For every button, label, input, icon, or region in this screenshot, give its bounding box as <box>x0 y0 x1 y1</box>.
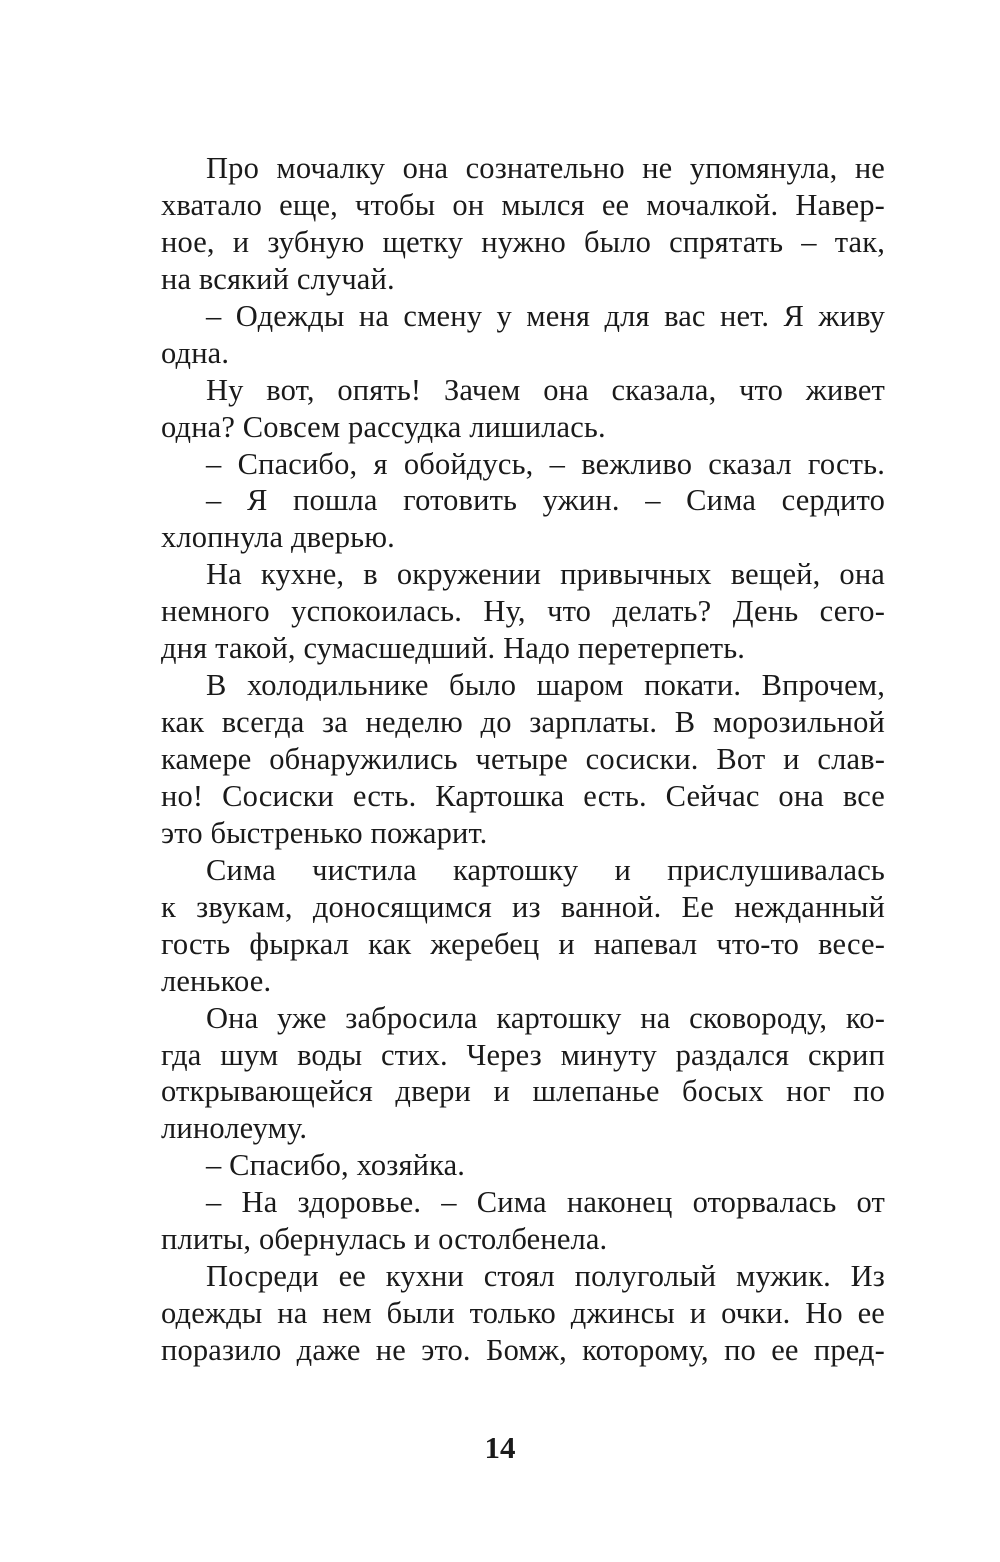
text-line: открывающейся двери и шлепанье босых ног по <box>161 1074 885 1109</box>
text-line: Ну вот, опять! Зачем она сказала, что живет <box>206 372 885 407</box>
text-line: ное, и зубную щетку нужно было спрятать – так, <box>161 224 885 259</box>
text-line: – Спасибо, хозяйка. <box>206 1148 466 1183</box>
text-line: камере обнаружились четыре сосиски. Вот и слав- <box>161 742 885 776</box>
text-line: хлопнула дверью. <box>161 520 395 555</box>
text-line: дня такой, сумасшедший. Надо перетерпеть. <box>161 631 746 666</box>
text-line: – Спасибо, я обойдусь, – вежливо сказал гость. <box>206 446 885 481</box>
text-line: но! Сосиски есть. Картошка есть. Сейчас она все <box>161 778 885 813</box>
text-line: одна? Совсем рассудка лишилась. <box>161 409 606 444</box>
text-line: – На здоровье. – Сима наконец оторвалась от <box>206 1185 885 1220</box>
text-line: На кухне, в окружении привычных вещей, она <box>206 557 885 592</box>
text-line: линолеуму. <box>161 1111 308 1146</box>
text-line: это быстренько пожарит. <box>161 815 488 850</box>
text-line: Посреди ее кухни стоял полуголый мужик. Из <box>206 1259 885 1294</box>
text-line: немного успокоилась. Ну, что делать? День сего- <box>161 594 885 629</box>
text-line: одежды на нем были только джинсы и очки. Но ее <box>161 1296 885 1331</box>
text-line: гда шум воды стих. Через минуту раздался скрип <box>161 1037 885 1072</box>
text-line: одна. <box>161 335 230 370</box>
text-line: В холодильнике было шаром покати. Впрочем, <box>206 668 885 703</box>
text-line: Сима чистила картошку и прислушивалась <box>206 852 885 887</box>
text-line: как всегда за неделю до зарплаты. В морозильной <box>161 705 885 740</box>
text-line: – Одежды на смену у меня для вас нет. Я живу <box>206 298 885 333</box>
text-line: Про мочалку она сознательно не упомянула, не <box>206 151 885 185</box>
text-line: Она уже забросила картошку на сковороду, ко- <box>206 1000 885 1035</box>
page-number: 14 <box>484 1430 516 1465</box>
text-line: плиты, обернулась и остолбенела. <box>161 1222 608 1257</box>
text-line: на всякий случай. <box>161 261 395 296</box>
text-line: гость фыркал как жеребец и напевал что-то весе- <box>161 926 885 961</box>
book-page-text <box>161 150 885 1369</box>
text-line: поразило даже не это. Бомж, которому, по ее пред- <box>161 1333 885 1367</box>
text-line: хватало еще, чтобы он мылся ее мочалкой. Навер- <box>161 187 885 222</box>
text-line: к звукам, доносящимся из ванной. Ее нежданный <box>161 889 885 924</box>
text-line: – Я пошла готовить ужин. – Сима сердито <box>206 483 885 518</box>
text-line: ленькое. <box>161 963 272 998</box>
